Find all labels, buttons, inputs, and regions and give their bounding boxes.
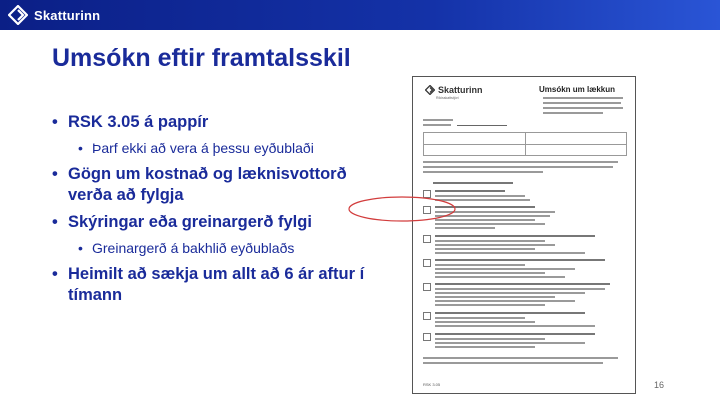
page-number: 16 [654,380,665,390]
top-banner [0,0,720,30]
form-text-line [423,166,613,168]
form-text-line [435,321,535,323]
form-checkbox [423,283,431,291]
form-text-line [435,283,610,285]
form-text-line [435,244,555,246]
form-text-line [435,276,565,278]
form-text-line [543,107,623,109]
form-text-line [435,240,545,242]
form-text-line [423,161,618,163]
form-text-line [543,102,621,104]
form-fill-line [457,125,507,126]
form-text-line [435,292,585,294]
form-text-line [435,296,555,298]
form-text-line [423,357,618,359]
form-image [412,76,636,394]
form-text-line [435,227,495,229]
form-text-line [435,342,585,344]
bullet-item: • Heimilt að sækja um allt að 6 ár aftur í tímann [52,264,382,306]
form-text-line [435,338,545,340]
form-checkbox [423,312,431,320]
sub-bullet-item: • Þarf ekki að vera á þessu eyðublaði [52,139,382,158]
form-text-line [543,112,603,114]
form-text-line [435,248,535,250]
form-text-line [435,190,505,192]
form-checkbox [423,235,431,243]
form-text-line [433,182,513,184]
form-logo [425,85,483,95]
form-text-line [435,312,585,314]
sub-bullet-item: • Greinargerð á bakhlið eyðublaðs [52,239,382,258]
form-text-line [435,300,575,302]
form-text-line [435,333,595,335]
form-text-line [423,124,451,126]
form-text-line [435,346,535,348]
brand-name: Skatturinn [34,7,101,23]
form-text-line [435,288,605,290]
bullet-list [52,112,382,312]
form-checkbox [423,259,431,267]
form-text-line [435,252,585,254]
form-text-line [423,362,603,364]
form-brand-name: Skatturinn [438,85,483,95]
form-text-line [423,171,543,173]
form-text-line [435,325,595,327]
form-text-line [435,264,525,266]
form-text-line [435,317,525,319]
skatturinn-logo [8,5,100,25]
bullet-item: • RSK 3.05 á pappír [52,112,382,133]
bullet-item: • Gögn um kostnað og læknisvottorð verða að fylgja [52,164,382,206]
form-brand-sub: Ríkisskattstjóri [436,96,459,100]
form-checkbox [423,333,431,341]
skatturinn-logo-icon [8,5,28,25]
bullet-item: • Skýringar eða greinargerð fylgi [52,212,382,233]
form-text-line [435,304,545,306]
form-field-grid [423,132,627,156]
form-text-line [435,272,545,274]
skatturinn-logo-icon [425,85,435,95]
form-text-line [543,97,623,99]
form-text-line [435,235,595,237]
annotation-ellipse [347,194,457,224]
form-text-line [423,119,453,121]
form-title: Umsókn um lækkun [538,85,615,94]
slide-title: Umsókn eftir framtalsskil [52,44,351,72]
form-text-line [435,268,575,270]
form-code: RSK 3.05 [423,382,441,387]
form-text-line [435,259,605,261]
